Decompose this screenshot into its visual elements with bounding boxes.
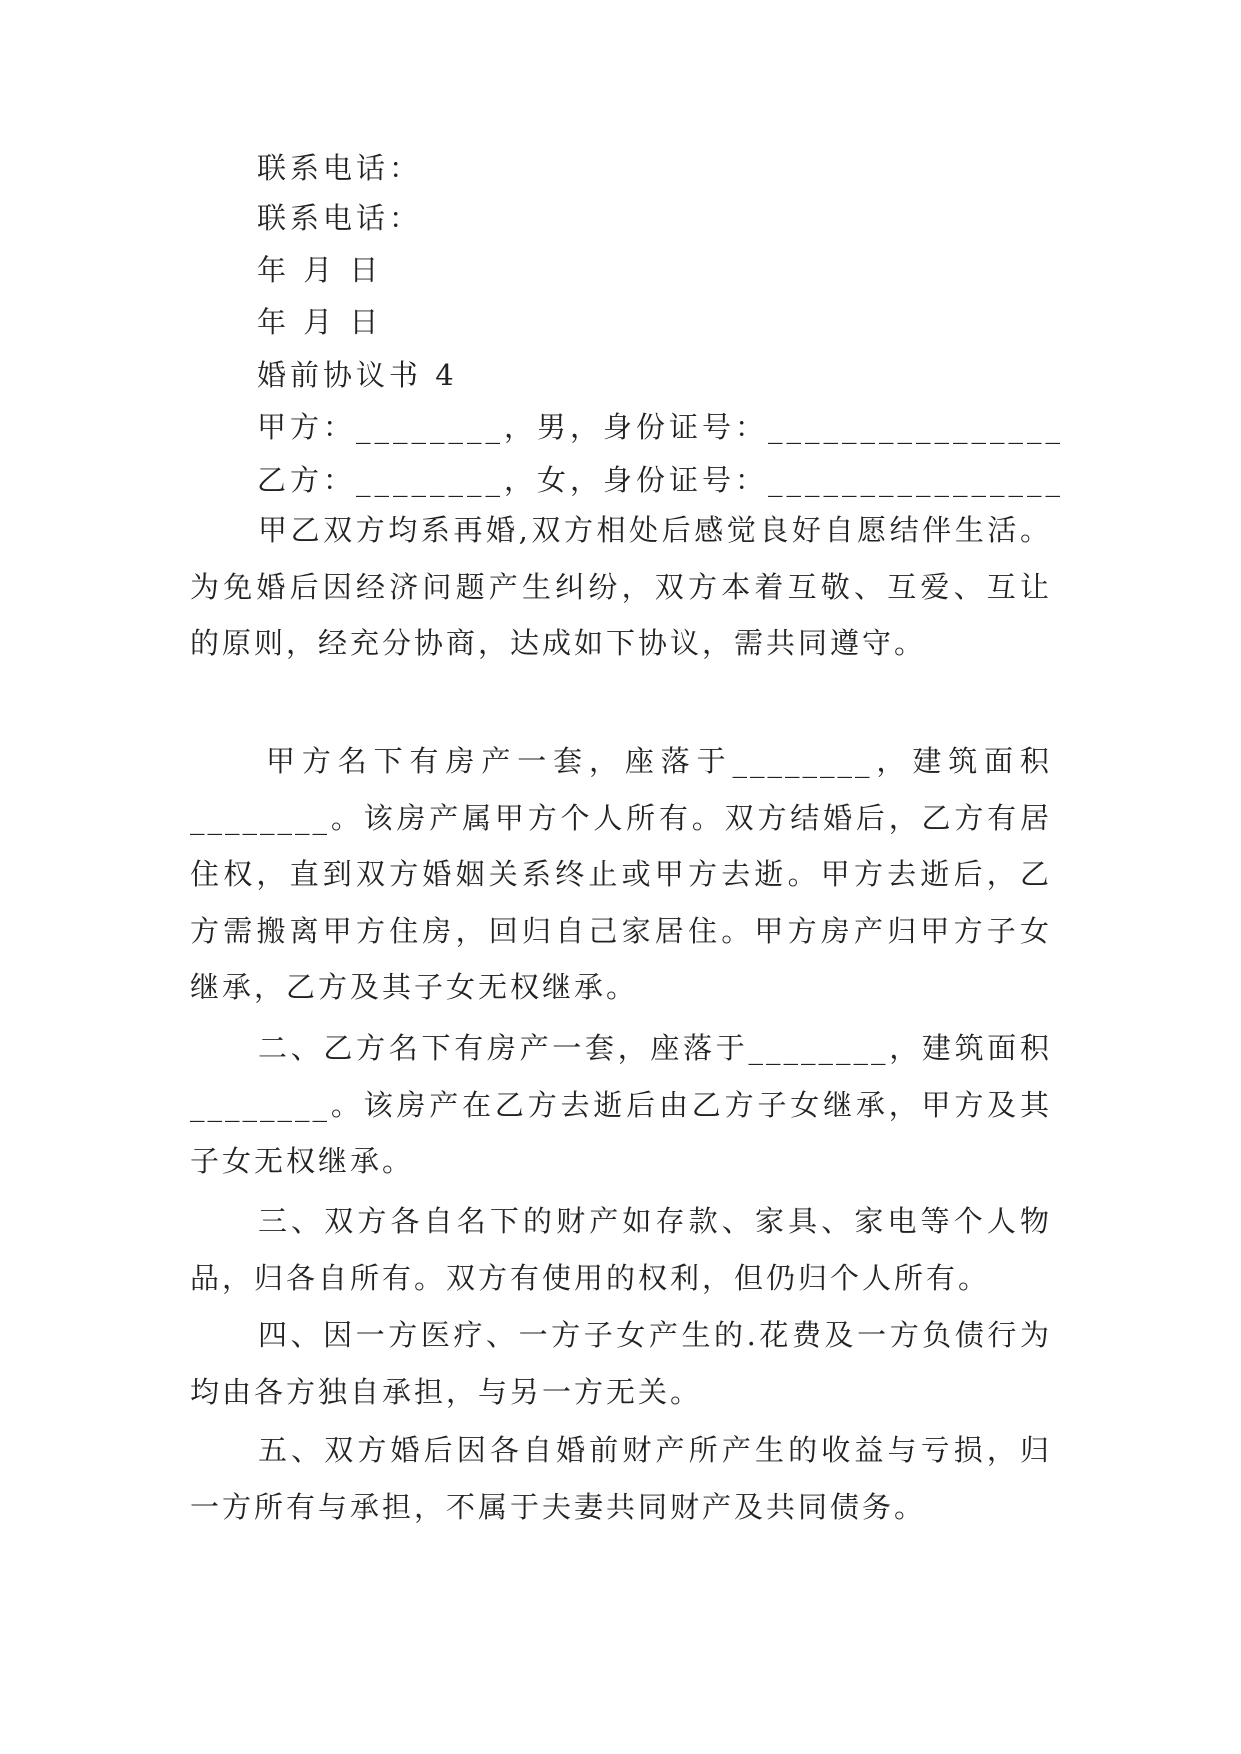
clause-4-paragraph: 四、因一方医疗、一方子女产生的.花费及一方负债行为均由各方独自承担，与另一方无关。 [190,1318,1052,1409]
party-a-line: 甲方：________，男，身份证号：________________ [257,410,1065,444]
clause-5-paragraph: 五、双方婚后因各自婚前财产所产生的收益与亏损，归一方所有与承担，不属于夫妻共同财产及共同债务。 [190,1433,1052,1524]
clause-3-paragraph: 三、双方各自名下的财产如存款、家具、家电等个人物品，归各自所有。双方有使用的权利，但仍归个人所有。 [190,1204,1052,1295]
contact-phone-line-1: 联系电话： [257,151,423,185]
contact-phone-line-2: 联系电话： [257,201,423,235]
date-line-1: 年 月 日 [257,253,383,287]
intro-paragraph: 甲乙双方均系再婚,双方相处后感觉良好自愿结伴生活。为免婚后因经济问题产生纠纷，双方本着互敬、互爱、互让的原则，经充分协商，达成如下协议，需共同遵守。 [190,513,1052,660]
date-line-2: 年 月 日 [257,305,383,339]
clause-2-paragraph: 二、乙方名下有房产一套，座落于________，建筑面积________。该房产在乙方去逝后由乙方子女继承，甲方及其子女无权继承。 [190,1031,1052,1178]
party-b-line: 乙方：________，女，身份证号：________________ [257,463,1065,497]
agreement-title: 婚前协议书 4 [257,358,458,392]
clause-1-paragraph: 甲方名下有房产一套，座落于________，建筑面积________。该房产属甲方个人所有。双方结婚后，乙方有居住权，直到双方婚姻关系终止或甲方去逝。甲方去逝后，乙方需搬离甲方住房，回归自己家居住。甲方房产归甲方子女继承，乙方及其子女无权继承。 [190,744,1052,1004]
